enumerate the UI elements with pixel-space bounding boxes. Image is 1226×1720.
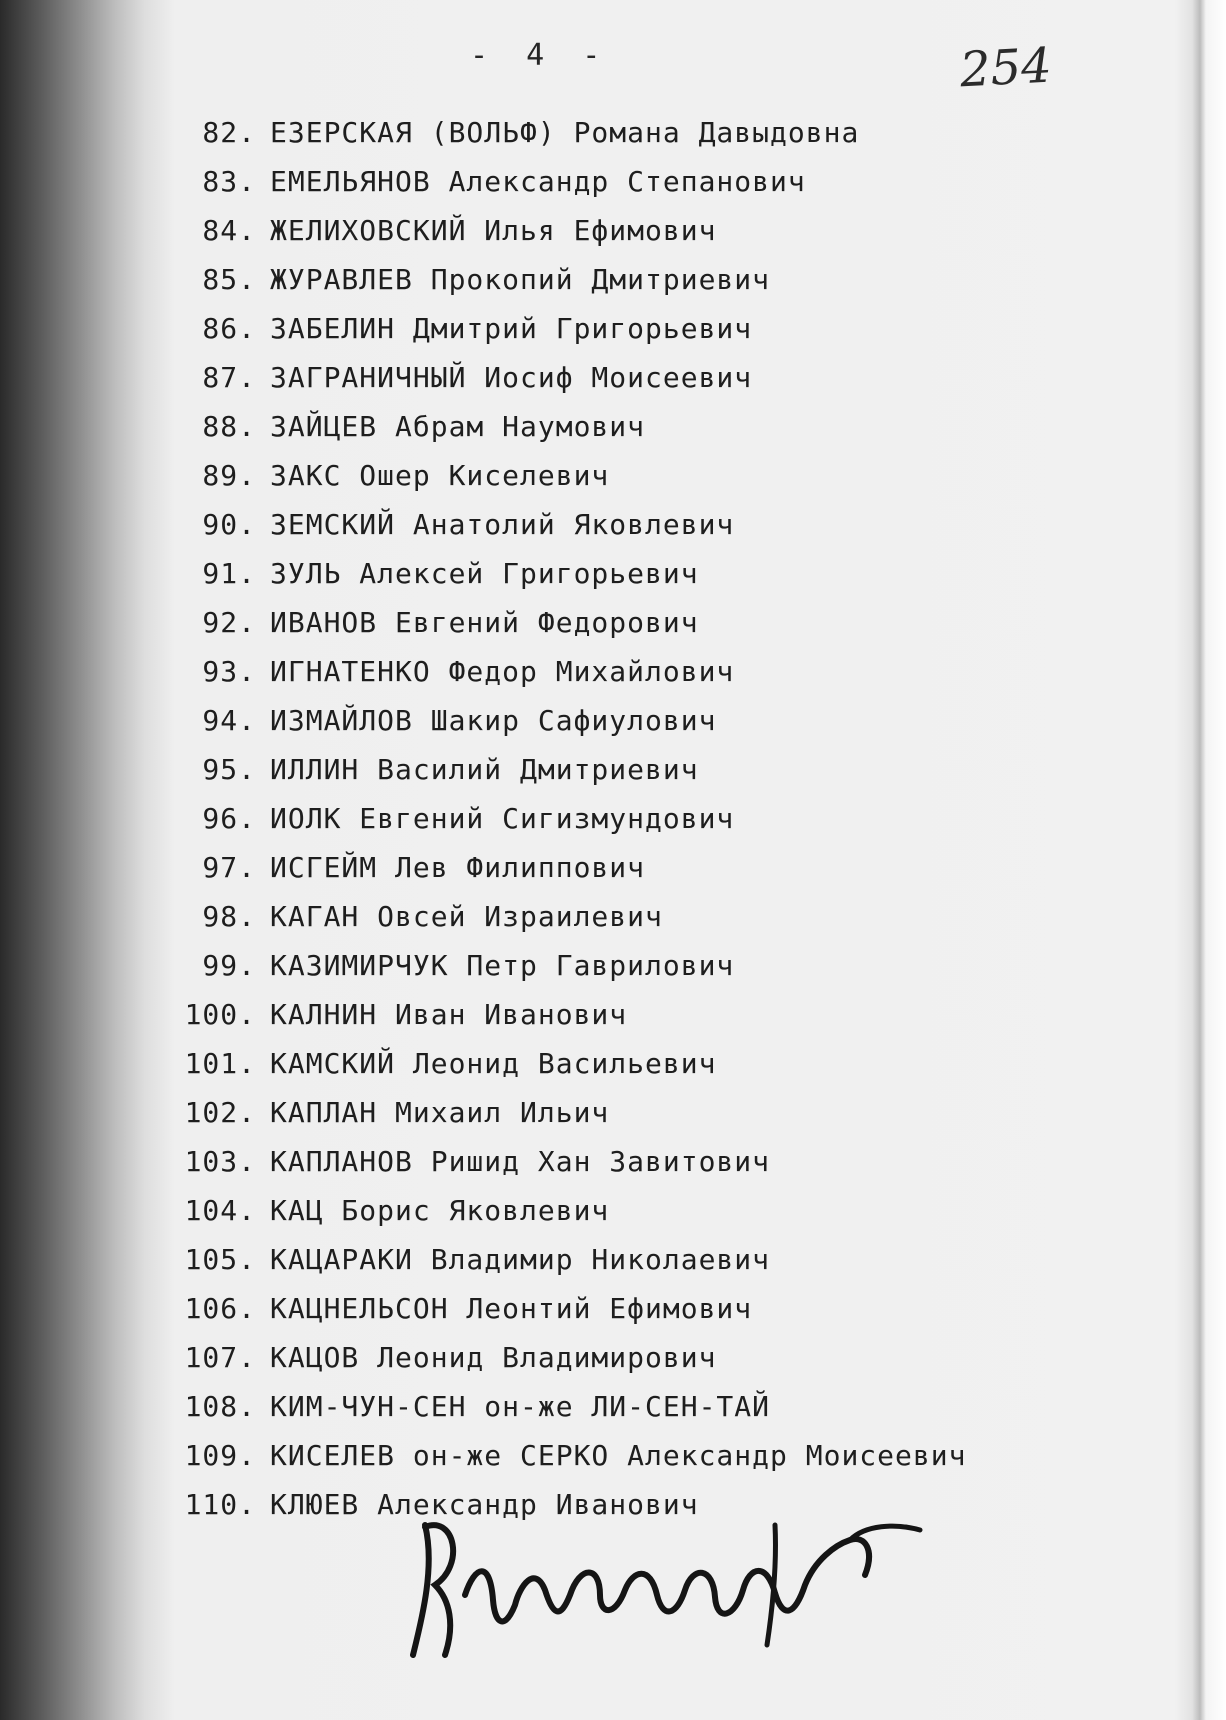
entry-number: 82. [202,116,256,149]
signature [395,1505,935,1665]
entry-number: 103. [184,1145,256,1178]
entry-name: ИЗМАЙЛОВ Шакир Сафиулович [270,704,717,737]
list-item [160,500,966,549]
entry-name: ЖУРАВЛЕВ Прокопий Дмитриевич [270,263,771,296]
entry-name: КАЗИМИРЧУК Петр Гаврилович [270,949,735,982]
entry-number: 105. [184,1243,256,1276]
entry-number: 97. [202,851,256,884]
entry-name: КАЦ Борис Яковлевич [270,1194,610,1227]
entry-name: КАПЛАНОВ Ришид Хан Завитович [270,1145,771,1178]
entry-number: 95. [202,753,256,786]
entry-name: ИГНАТЕНКО Федор Михайлович [270,655,735,688]
entry-number: 108. [184,1390,256,1423]
entry-name: КАЛНИН Иван Иванович [270,998,628,1031]
entry-name: КАЦАРАКИ Владимир Николаевич [270,1243,771,1276]
list-item [160,549,966,598]
entry-number: 84. [202,214,256,247]
entry-name: КИСЕЛЕВ он-же СЕРКО Александр Моисеевич [270,1439,967,1472]
list-item [160,598,966,647]
entry-name: КЛЮЕВ Александр Иванович [270,1488,699,1521]
entry-number: 110. [184,1488,256,1521]
entry-number: 101. [184,1047,256,1080]
entry-name: ЗАБЕЛИН Дмитрий Григорьевич [270,312,753,345]
list-item [160,647,966,696]
entry-name: ИЛЛИН Василий Дмитриевич [270,753,699,786]
entry-number: 102. [184,1096,256,1129]
list-item [160,451,966,500]
entry-name: КИМ-ЧУН-СЕН он-же ЛИ-СЕН-ТАЙ [270,1390,771,1423]
list-item [160,157,966,206]
entry-name: КАЦОВ Леонид Владимирович [270,1341,717,1374]
entry-name: ЗУЛЬ Алексей Григорьевич [270,557,699,590]
list-item [160,990,966,1039]
list-item [160,1284,966,1333]
entry-number: 109. [184,1439,256,1472]
list-item [160,941,966,990]
entry-number: 104. [184,1194,256,1227]
entry-number: 98. [202,900,256,933]
entry-name: ЗАЙЦЕВ Абрам Наумович [270,410,646,443]
entry-number: 86. [202,312,256,345]
page-number: - 4 - [470,38,611,73]
entry-number: 107. [184,1341,256,1374]
entry-name: ЗАГРАНИЧНЫЙ Иосиф Моисеевич [270,361,753,394]
entry-number: 89. [202,459,256,492]
entry-number: 90. [202,508,256,541]
entry-name: ЕЗЕРСКАЯ (ВОЛЬФ) Романа Давыдовна [270,116,860,149]
entry-number: 91. [202,557,256,590]
list-item [160,1382,966,1431]
entry-number: 92. [202,606,256,639]
entry-number: 94. [202,704,256,737]
entry-name: КАМСКИЙ Леонид Васильевич [270,1047,717,1080]
entry-name: КАГАН Овсей Израилевич [270,900,663,933]
entry-number: 83. [202,165,256,198]
entry-number: 85. [202,263,256,296]
list-item [160,1186,966,1235]
list-item [160,402,966,451]
list-item [160,1137,966,1186]
entry-name: ЗЕМСКИЙ Анатолий Яковлевич [270,508,735,541]
entry-name: ИСГЕЙМ Лев Филиппович [270,851,646,884]
entry-number: 87. [202,361,256,394]
entry-name: ЕМЕЛЬЯНОВ Александр Степанович [270,165,806,198]
entry-name: ИОЛК Евгений Сигизмундович [270,802,735,835]
list-item [160,1431,966,1480]
list-item [160,108,966,157]
list-item [160,1088,966,1137]
name-list [160,108,966,1529]
list-item [160,1333,966,1382]
entry-number: 93. [202,655,256,688]
list-item [160,745,966,794]
list-item [160,255,966,304]
entry-name: ЖЕЛИХОВСКИЙ Илья Ефимович [270,214,717,247]
entry-number: 100. [184,998,256,1031]
list-item [160,304,966,353]
entry-name: ИВАНОВ Евгений Федорович [270,606,699,639]
entry-name: КАПЛАН Михаил Ильич [270,1096,610,1129]
entry-name: ЗАКС Ошер Киселевич [270,459,610,492]
list-item [160,696,966,745]
entry-name: КАЦНЕЛЬСОН Леонтий Ефимович [270,1292,753,1325]
list-item [160,794,966,843]
list-item [160,353,966,402]
entry-number: 96. [202,802,256,835]
entry-number: 106. [184,1292,256,1325]
list-item [160,206,966,255]
list-item [160,892,966,941]
archive-number: 254 [958,37,1054,99]
list-item [160,1235,966,1284]
entry-number: 88. [202,410,256,443]
list-item [160,843,966,892]
list-item [160,1039,966,1088]
entry-number: 99. [202,949,256,982]
